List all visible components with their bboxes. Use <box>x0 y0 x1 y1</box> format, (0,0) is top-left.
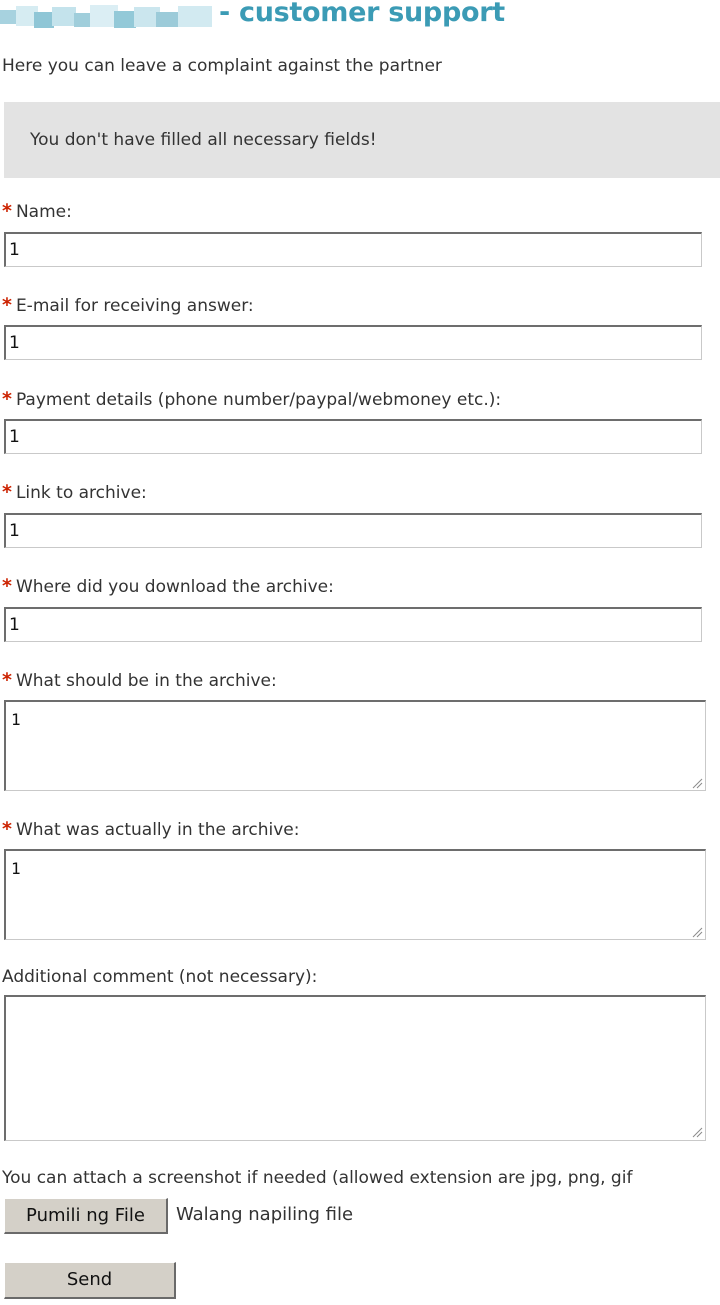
email-label: * E-mail for receiving answer: <box>2 294 254 316</box>
payment-details-input[interactable] <box>4 419 702 454</box>
intro-text: Here you can leave a complaint against the partner <box>2 56 442 76</box>
resize-grip-icon[interactable] <box>691 777 703 789</box>
required-marker: * <box>2 575 12 597</box>
required-marker: * <box>2 669 12 691</box>
attachment-note: You can attach a screenshot if needed (allowed extension are jpg, png, gif <box>2 1168 633 1188</box>
required-marker: * <box>2 294 12 316</box>
blurred-site-logo <box>0 4 212 30</box>
send-button[interactable]: Send <box>4 1262 176 1299</box>
actual-content-label: * What was actually in the archive: <box>2 818 300 840</box>
archive-link-label: * Link to archive: <box>2 481 147 503</box>
expected-content-textarea[interactable] <box>4 700 706 791</box>
required-marker: * <box>2 818 12 840</box>
required-marker: * <box>2 200 12 222</box>
expected-content-label: * What should be in the archive: <box>2 669 277 691</box>
actual-content-textarea[interactable] <box>4 849 706 940</box>
resize-grip-icon[interactable] <box>691 1126 703 1138</box>
email-input[interactable] <box>4 325 702 360</box>
name-label: * Name: <box>2 200 72 222</box>
page-header <box>0 0 720 34</box>
archive-link-input[interactable] <box>4 513 702 548</box>
error-message-text: You don't have filled all necessary fields! <box>30 130 377 150</box>
page-title: - customer support <box>219 0 505 28</box>
resize-grip-icon[interactable] <box>691 926 703 938</box>
download-source-label: * Where did you download the archive: <box>2 575 334 597</box>
payment-details-label: * Payment details (phone number/paypal/webmoney etc.): <box>2 388 502 410</box>
required-marker: * <box>2 388 12 410</box>
download-source-input[interactable] <box>4 607 702 642</box>
error-message-box <box>4 102 720 178</box>
file-status-text: Walang napiling file <box>176 1204 354 1225</box>
required-marker: * <box>2 481 12 503</box>
choose-file-button[interactable]: Pumili ng File <box>4 1198 168 1234</box>
comment-textarea[interactable] <box>4 995 706 1141</box>
comment-label: Additional comment (not necessary): <box>2 967 318 987</box>
name-input[interactable] <box>4 232 702 267</box>
